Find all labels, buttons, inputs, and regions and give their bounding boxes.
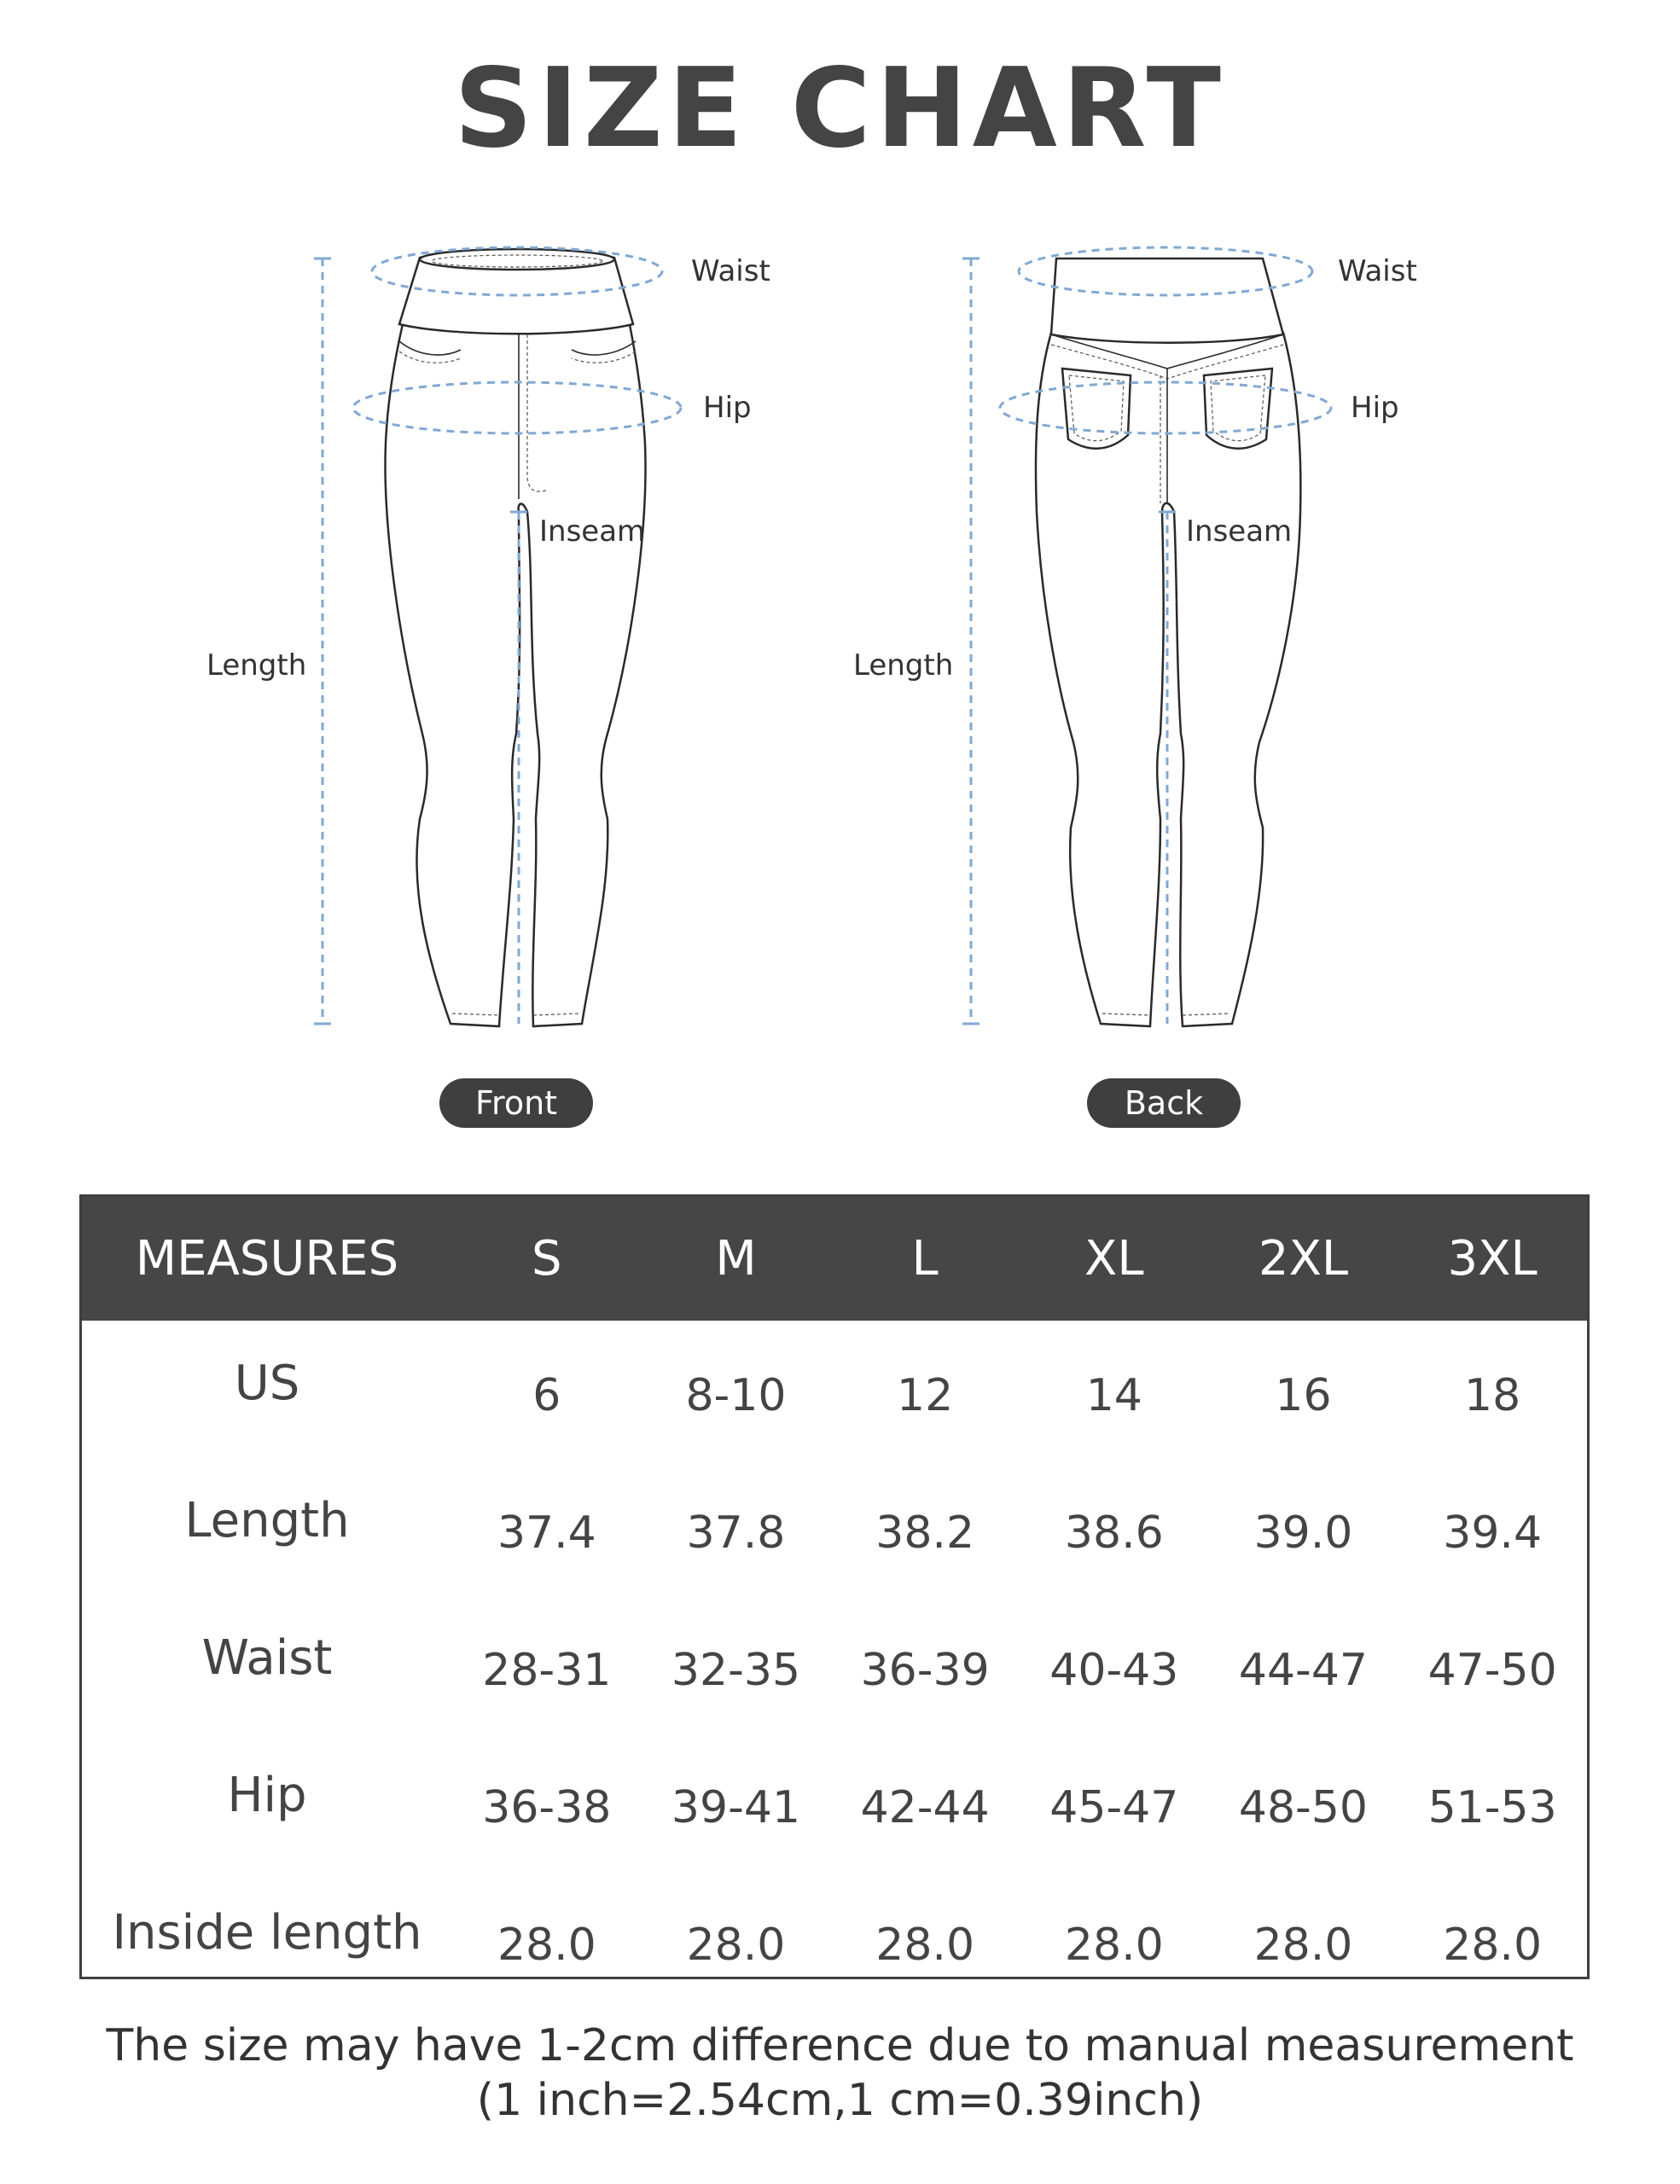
footnote-conversion: (1 inch=2.54cm,1 cm=0.39inch) <box>476 2075 1204 2126</box>
header-size-3xl: 3XL <box>1398 1197 1587 1321</box>
table-cell: 28.0 <box>1253 1919 1353 1971</box>
front-leggings <box>314 247 681 1026</box>
table-cell: 42-44 <box>860 1781 990 1833</box>
table-cell: 45-47 <box>1049 1781 1179 1833</box>
table-cell: 28.0 <box>875 1919 975 1971</box>
table-cell: 39-41 <box>671 1781 801 1833</box>
header-size-l: L <box>830 1197 1020 1321</box>
table-cell: 28.0 <box>1443 1919 1543 1971</box>
table-cell: 8-10 <box>685 1369 787 1421</box>
header-size-m: M <box>642 1197 831 1321</box>
header-size-2xl: 2XL <box>1209 1197 1398 1321</box>
table-cell: 28-31 <box>482 1644 612 1696</box>
table-cell: 39.0 <box>1253 1507 1353 1559</box>
front-inseam-label: Inseam <box>539 514 646 549</box>
back-waist-label: Waist <box>1338 254 1417 288</box>
back-length-label: Length <box>853 648 954 682</box>
table-cell: 38.2 <box>875 1507 975 1559</box>
back-inseam-label: Inseam <box>1186 514 1293 549</box>
front-view-badge: Front <box>439 1078 593 1128</box>
page-title: SIZE CHART <box>454 45 1226 172</box>
table-cell: 18 <box>1464 1369 1521 1421</box>
row-label: Length <box>184 1493 350 1548</box>
row-label: US <box>234 1356 300 1411</box>
table-header-row <box>82 1197 1587 1321</box>
table-cell: 37.4 <box>497 1507 596 1559</box>
table-cell: 28.0 <box>686 1919 786 1971</box>
table-cell: 28.0 <box>497 1919 596 1971</box>
table-cell: 39.4 <box>1443 1507 1543 1559</box>
table-row <box>82 1458 1587 1595</box>
size-table-container <box>79 1194 1590 1979</box>
table-cell: 37.8 <box>686 1507 786 1559</box>
table-cell: 16 <box>1275 1369 1332 1421</box>
back-waistband <box>1051 258 1283 343</box>
front-waist-label: Waist <box>691 254 770 288</box>
table-cell: 6 <box>532 1369 561 1421</box>
table-row <box>82 1595 1587 1733</box>
table-cell: 48-50 <box>1238 1781 1368 1833</box>
front-hip-label: Hip <box>703 391 752 425</box>
header-size-xl: XL <box>1020 1197 1209 1321</box>
row-label: Inside length <box>112 1905 422 1960</box>
table-cell: 36-38 <box>482 1781 612 1833</box>
table-cell: 14 <box>1085 1369 1142 1421</box>
back-hip-label: Hip <box>1351 391 1399 425</box>
table-cell: 47-50 <box>1427 1644 1557 1696</box>
table-row <box>82 1321 1587 1458</box>
table-cell: 12 <box>897 1369 954 1421</box>
row-label: Hip <box>227 1768 307 1823</box>
header-measures: MEASURES <box>82 1197 452 1321</box>
front-length-label: Length <box>206 648 307 682</box>
back-leggings <box>962 247 1331 1026</box>
table-cell: 38.6 <box>1064 1507 1164 1559</box>
header-size-s: S <box>452 1197 642 1321</box>
size-table <box>82 1197 1587 2007</box>
table-cell: 44-47 <box>1238 1644 1368 1696</box>
footnote-difference: The size may have 1-2cm difference due to manual measurement <box>106 2020 1574 2071</box>
row-label: Waist <box>201 1630 333 1686</box>
table-cell: 32-35 <box>671 1644 801 1696</box>
table-cell: 36-39 <box>860 1644 990 1696</box>
table-cell: 40-43 <box>1049 1644 1179 1696</box>
table-row <box>82 1733 1587 1870</box>
back-view-badge: Back <box>1087 1078 1241 1128</box>
table-cell: 51-53 <box>1427 1781 1557 1833</box>
table-cell: 28.0 <box>1064 1919 1164 1971</box>
front-legs-outline <box>386 264 646 1026</box>
table-row <box>82 1870 1587 2007</box>
